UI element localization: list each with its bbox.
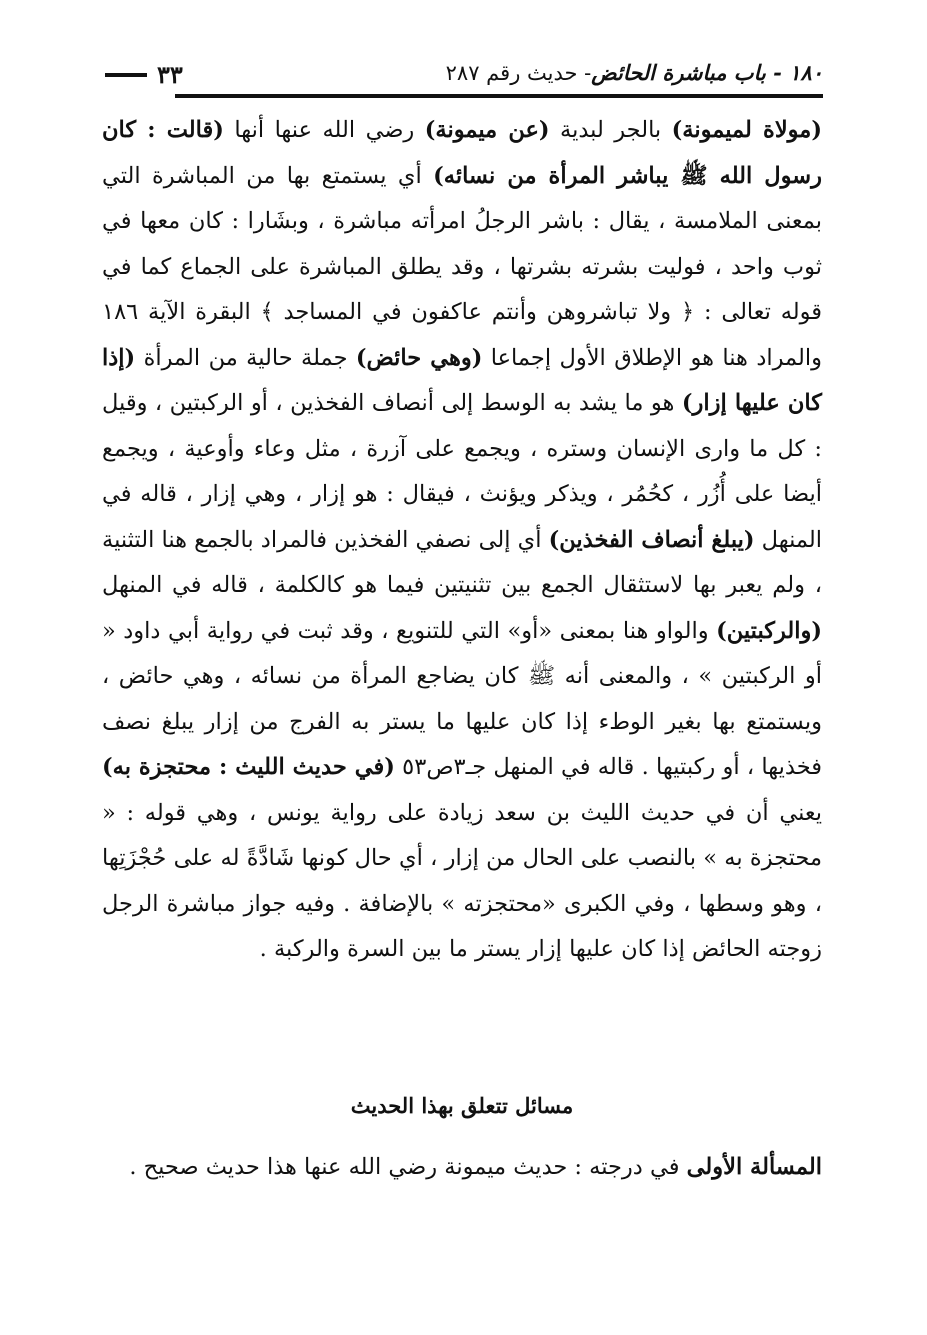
section-heading: مسائل تتعلق بهذا الحديث <box>350 1093 574 1118</box>
commentary-text: هو ما يشد به الوسط إلى أنصاف الفخذين ، أو الركبتين ، وقيل : كل ما وارى الإنسان وستره ، ويجمع على آزرة ، مثل وعاء وأوعية ، ويجمع أيضا على أُزُر ، كحُمُر ، ويذكر ويؤنث ، فيقال : هو إزار ، وهي إزار ، قاله في المنهل <box>102 390 822 553</box>
quoted-phrase: (إذا كان عليها إزار) <box>102 344 822 416</box>
page-header <box>105 58 823 98</box>
issue-text: في درجته : حديث ميمونة رضي الله عنها هذا حديث صحيح . <box>129 1154 687 1180</box>
header-rule <box>175 94 823 98</box>
quoted-phrase: (وهي حائض) <box>355 344 483 371</box>
hadith-reference: - حديث رقم ٢٨٧ <box>445 61 592 85</box>
commentary-text: والواو هنا بمعنى «أو» التي للتنويع ، وقد ثبت في رواية أبي داود « أو الركبتين » ، والمعنى أنه ﷺ كان يضاجع المرأة من نسائه ، وهي حائض ، ويستمتع بها بغير الوطء إذا كان عليها ما يستر به الفرج من إزار يبلغ نصف فخذيها ، أو ركبتيها . قاله في المنهل جـ٣ص٥٣ <box>102 617 822 780</box>
commentary-text: بالجر لبدية <box>549 117 672 143</box>
quoted-phrase: (مولاة لميمونة) <box>671 117 822 143</box>
header-dash <box>105 73 147 77</box>
section-body <box>102 1144 822 1191</box>
commentary-text: أي إلى نصفي الفخذين فالمراد بالجمع هنا التثنية ، ولم يعبر بها لاستثقال الجمع بين تثنيتين فيما هو كالكلمة ، قاله في المنهل <box>102 526 822 598</box>
running-head <box>446 60 823 85</box>
quoted-phrase: (عن ميمونة) <box>424 117 550 143</box>
quoted-phrase: (في حديث الليث : محتجزة به) <box>102 754 395 780</box>
quoted-phrase: (قالت : كان رسول الله ﷺ يباشر المرأة من نسائه) <box>102 117 822 189</box>
commentary-body <box>102 108 822 973</box>
commentary-text: يعني أن في حديث الليث بن سعد زيادة على رواية يونس ، وهي قوله : « محتجزة به » بالنصب على الحال من إزار ، أي حال كونها شَادَّةً له على حُجْزَتِها ، وهو وسطها ، وفي الكبرى «محتجزته » بالإضافة . وفيه جواز مباشرة الرجل زوجته الحائض إذا كان عليها إزار يستر ما بين السرة والركبة . <box>102 799 822 962</box>
page-number: ٣٣ <box>157 60 183 89</box>
commentary-text: رضي الله عنها أنها <box>223 117 425 143</box>
issue-paragraph <box>102 1144 822 1191</box>
quoted-phrase: (يبلغ أنصاف الفخذين) <box>548 526 755 553</box>
commentary-paragraph <box>102 108 822 973</box>
quoted-phrase: (والركبتين) <box>716 617 822 644</box>
commentary-text: أي يستمتع بها من المباشرة التي بمعنى الملامسة ، يقال : باشر الرجلُ امرأته مباشرة ، وبشَارا : كان معها في ثوب واحد ، فوليت بشرته بشرتها ، وقد يطلق المباشرة على الجماع كما في قوله تعالى : ﴿ ولا تباشروهن وأنتم عاكفون في المساجد ﴾ البقرة الآية ١٨٦ والمراد هنا هو الإطلاق الأول إجماعا <box>102 162 822 371</box>
chapter-title: ١٨٠ - باب مباشرة الحائض <box>591 60 823 85</box>
page-number-group <box>105 60 183 89</box>
issue-label: المسألة الأولى <box>686 1154 822 1180</box>
commentary-text: جملة حالية من المرأة <box>135 344 356 371</box>
